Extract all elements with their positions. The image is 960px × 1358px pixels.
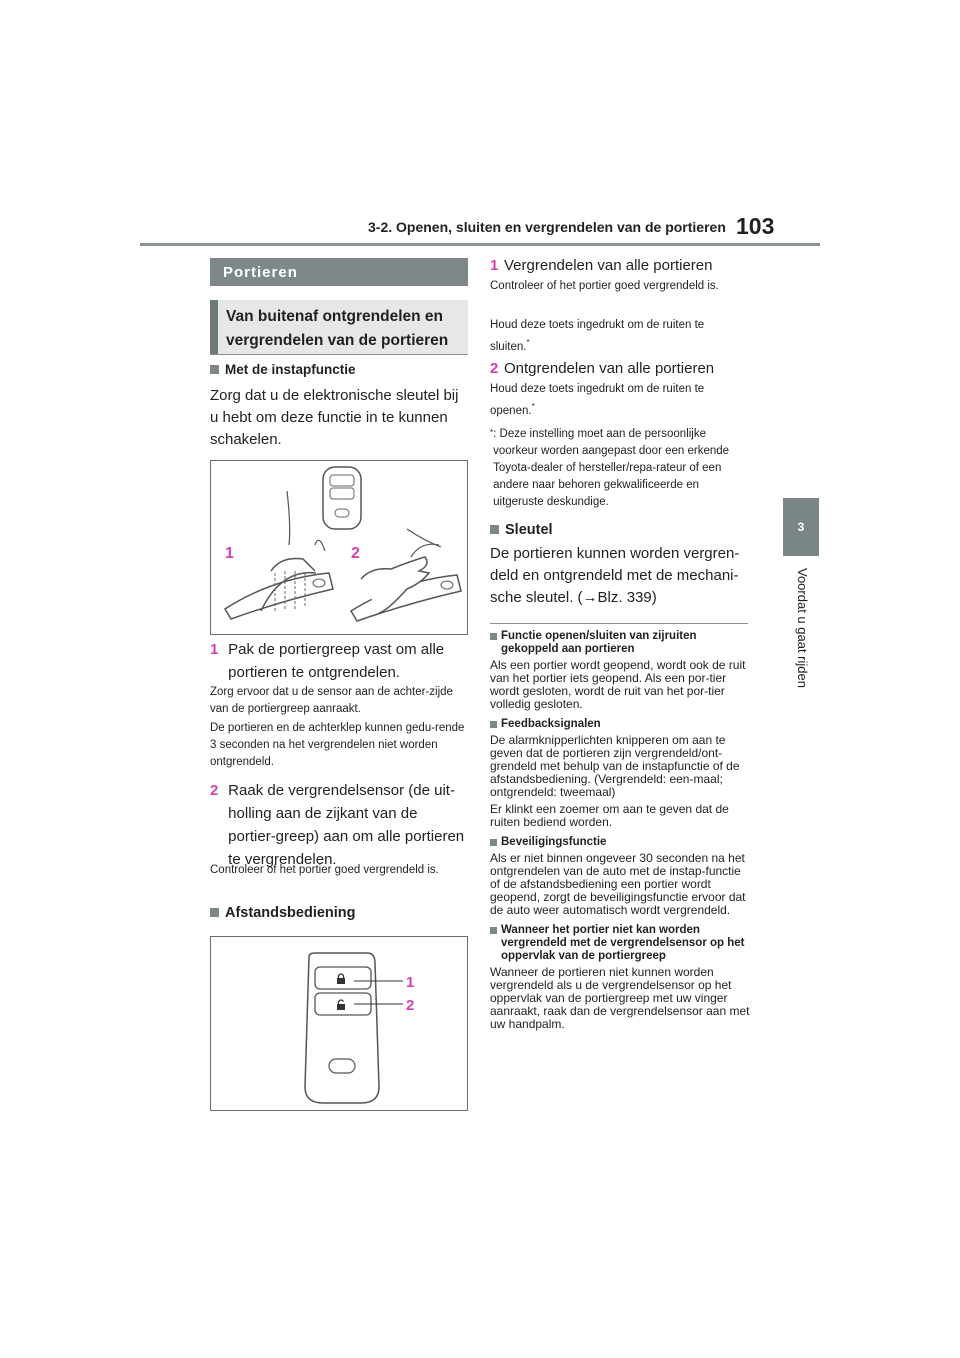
- remote-step-1: [490, 254, 748, 277]
- key-text: [490, 543, 744, 609]
- step-1: [210, 638, 468, 684]
- subsection-rule: [210, 354, 468, 355]
- remote-step-2-text: Ontgrendelen van alle portieren: [504, 360, 715, 377]
- key-page-link[interactable]: Blz. 339): [597, 589, 657, 606]
- info-note-title-text: Beveiligingsfunctie: [501, 836, 607, 848]
- bullet-square-icon: [210, 908, 219, 917]
- info-note: [490, 630, 752, 711]
- figure2-label-1: 1: [406, 974, 415, 991]
- step-1-text: Pak de portiergreep vast om alle portieren te ontgrendelen.: [228, 641, 445, 681]
- remote-step-2-note-text: Houd deze toets ingedrukt om de ruiten te openen.: [490, 383, 705, 417]
- info-note-title: [490, 630, 752, 656]
- key-heading: [490, 522, 553, 538]
- remote-heading: [210, 905, 356, 921]
- footnote: [490, 426, 748, 511]
- remote-step-1-note-2: [490, 317, 742, 356]
- subsection-title: Van buitenaf ontgrendelen en vergrendelen van de portieren: [210, 300, 468, 354]
- step-1-note-2: De portieren en de achterklep kunnen gedu-rende 3 seconden na het vergrendelen niet worden ontgrendeld.: [210, 722, 465, 768]
- step-1-note-1: Zorg ervoor dat u de sensor aan de achter-zijde van de portiergreep aanraakt.: [210, 686, 453, 715]
- info-note-title-text: Wanneer het portier niet kan worden vergrendeld met de vergrendelsensor op het oppervlak van de portiergreep: [501, 924, 745, 962]
- info-note-title: [490, 924, 752, 963]
- remote-step-1-note-2-text: Houd deze toets ingedrukt om de ruiten te sluiten.: [490, 319, 705, 353]
- info-note-title: [490, 836, 752, 849]
- footnote-text: : Deze instelling moet aan de persoonlijke voorkeur worden aangepast door een erkende Toyota-dealer of hersteller/repa-rateur of een andere naar behoren gekwalificeerde en uitgeruste deskundige.: [493, 428, 730, 508]
- figure1-label-2: 2: [351, 545, 360, 562]
- info-note-body: Als een portier wordt geopend, wordt ook de ruit van het portier iets geopend. Als een por-tier wordt gesloten, wordt de ruit van het por-tier volledig gesloten.: [490, 658, 746, 711]
- figure-remote-key: [210, 936, 468, 1111]
- step-1-number: 1: [210, 641, 219, 658]
- bullet-square-icon: [490, 839, 497, 846]
- bullet-square-icon: [490, 721, 497, 728]
- info-separator: [490, 623, 748, 624]
- door-handle-illustration: [211, 461, 467, 634]
- bullet-square-icon: [490, 633, 497, 640]
- figure1-label-1: 1: [225, 545, 234, 562]
- remote-step-1-text: Vergrendelen van alle portieren: [504, 257, 713, 274]
- footnote-ref: *: [531, 402, 535, 411]
- info-note: [490, 836, 752, 917]
- chapter-tab: [783, 498, 819, 556]
- info-note-title: [490, 718, 752, 731]
- info-note: [490, 924, 752, 1031]
- page-header-title: 3-2. Openen, sluiten en vergrendelen van de portieren: [368, 219, 726, 235]
- remote-step-1-number: 1: [490, 257, 499, 274]
- info-note-body: Wanneer de portieren niet kunnen worden vergrendeld als u de vergrendelsensor op het oppervlak van de portiergreep met uw vinger aanraakt, raak dan de vergrendelsensor aan met uw handpalm.: [490, 965, 750, 1031]
- remote-step-2: [490, 357, 748, 380]
- chapter-number: 3: [797, 520, 805, 534]
- info-note-title-text: Functie openen/sluiten van zijruiten gekoppeld aan portieren: [501, 630, 697, 655]
- figure2-label-2: 2: [406, 997, 415, 1014]
- info-note-body: De alarmknipperlichten knipperen om aan te geven dat de portieren zijn vergrendeld/ont-grendeld met behulp van de instapfunctie of de afstandsbediening. (Vergrendeld: een-maal; ontgrendeld: tweemaal): [490, 733, 740, 799]
- instap-intro: Zorg dat u de elektronische sleutel bij u hebt om deze functie in te kunnen schakelen.: [210, 387, 459, 448]
- remote-step-2-note: [490, 381, 742, 420]
- step-2: [210, 779, 468, 871]
- step-2-number: 2: [210, 782, 219, 799]
- footnote-ref: *: [526, 338, 530, 347]
- header-rule: [140, 243, 820, 246]
- info-note: [490, 718, 752, 829]
- key-text-a: De portieren kunnen worden vergren-deld en ontgrendeld met de mechani-sche sleutel. (: [490, 545, 740, 606]
- info-notes: [490, 630, 752, 1038]
- remote-step-1-note-1: Controleer of het portier goed vergrendeld is.: [490, 280, 719, 292]
- step-2-note: Controleer of het portier goed vergrendeld is.: [210, 864, 439, 876]
- info-note-body: Als er niet binnen ongeveer 30 seconden na het ontgrendelen van de auto met de instap-functie of de afstandsbediening een portier wordt geopend, zorgt de beveiligingsfunctie ervoor dat de auto weer automatisch wordt vergrendeld.: [490, 851, 746, 917]
- key-heading-text: Sleutel: [505, 522, 553, 538]
- figure-door-handle: [210, 460, 468, 635]
- arrow-right-icon: →: [582, 589, 598, 606]
- bullet-square-icon: [210, 365, 219, 374]
- step-2-text: Raak de vergrendelsensor (de uit-holling aan de zijkant van de portier-greep) aan om alle portieren te vergrendelen.: [228, 782, 465, 868]
- bullet-square-icon: [490, 525, 499, 534]
- info-note-body: Er klinkt een zoemer om aan te geven dat de ruiten bediend worden.: [490, 802, 729, 829]
- instap-heading: [210, 362, 356, 377]
- page-number: 103: [736, 213, 775, 239]
- bullet-square-icon: [490, 927, 497, 934]
- info-note-title-text: Feedbacksignalen: [501, 718, 601, 730]
- remote-heading-text: Afstandsbediening: [225, 905, 356, 921]
- chapter-tab-label: Voordat u gaat rijden: [795, 568, 810, 688]
- footnote-mark: *: [490, 428, 494, 437]
- section-title: Portieren: [210, 258, 468, 286]
- remote-step-2-number: 2: [490, 360, 499, 377]
- instap-heading-text: Met de instapfunctie: [225, 362, 356, 377]
- remote-key-illustration: [211, 937, 467, 1110]
